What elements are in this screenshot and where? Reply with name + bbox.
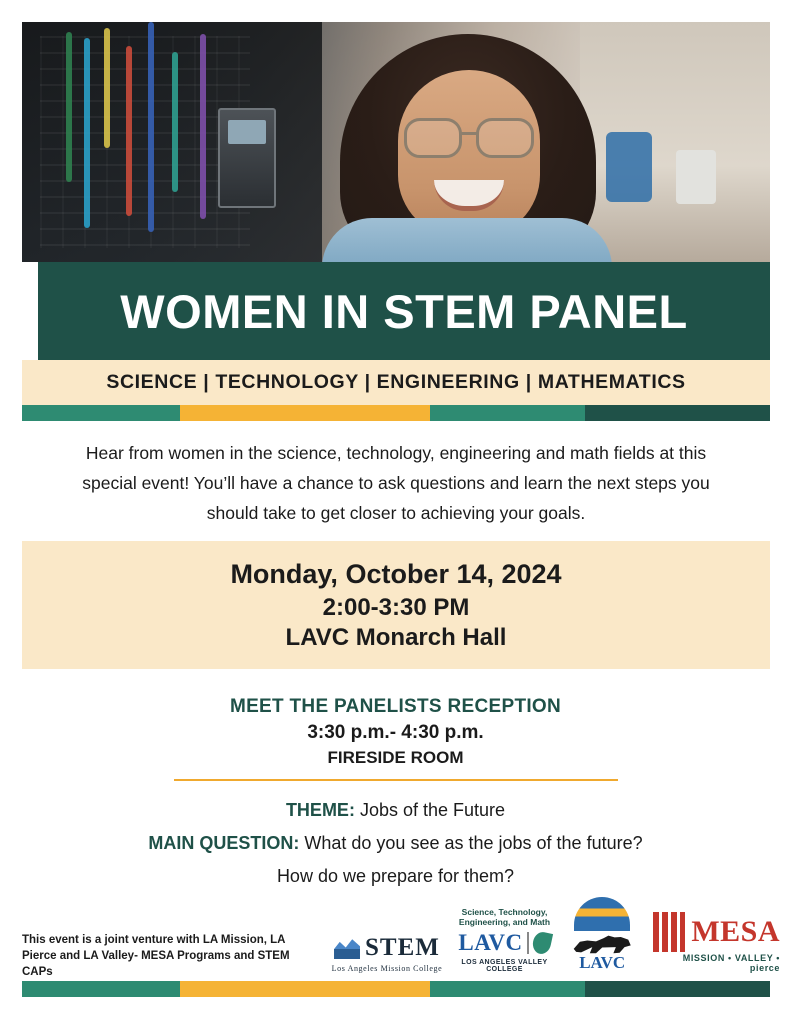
cable-blue — [84, 38, 90, 228]
event-location: LAVC Monarch Hall — [285, 623, 507, 651]
theme-value: Jobs of the Future — [359, 800, 506, 820]
stripe-bottom-segment-green-left — [22, 981, 180, 997]
cable-navy — [148, 22, 154, 232]
stripe-segment-green-right — [430, 405, 585, 421]
footer-note: This event is a joint venture with LA Mission, LA Pierce and LA Valley- MESA Programs and STEM CAPs — [22, 934, 290, 978]
stripe-bottom-segment-dark-green — [585, 981, 770, 997]
logo-lavc-monarch — [565, 897, 639, 973]
lab-equipment-graphic — [22, 22, 322, 262]
measurement-device — [218, 108, 276, 208]
main-question-label: MAIN QUESTION: — [148, 833, 300, 853]
arch-icon — [574, 897, 630, 931]
stripe-bottom-segment-green-right — [430, 981, 585, 997]
monarch-horse-icon — [571, 933, 633, 955]
divider-icon — [527, 932, 529, 954]
stripe-segment-green-left — [22, 405, 180, 421]
student-shirt — [322, 218, 612, 262]
main-question-line2: How do we prepare for them? — [276, 866, 515, 886]
logo-lavc-valley-college — [458, 907, 551, 973]
event-details-block — [22, 541, 770, 669]
mesa-logo-row — [653, 912, 780, 952]
lab-bench-background — [580, 22, 770, 262]
event-time: 2:00-3:30 PM — [322, 593, 470, 621]
eyeglasses-icon — [404, 118, 534, 152]
mesa-bars-icon — [653, 912, 685, 952]
hero-photo — [22, 22, 770, 262]
theme-row — [0, 800, 791, 821]
lavc-sub-text: LOS ANGELES VALLEY COLLEGE — [461, 959, 548, 973]
event-date: Monday, October 14, 2024 — [230, 558, 562, 589]
cable-green — [66, 32, 72, 182]
main-question-row — [0, 833, 791, 854]
mesa-sub-text: MISSION • VALLEY • pierce — [682, 953, 781, 973]
lavc-wordmark: LAVC — [458, 930, 523, 955]
reception-block — [0, 696, 791, 768]
reception-room: FIRESIDE ROOM — [327, 748, 464, 767]
leaf-icon — [531, 930, 553, 955]
page-title: WOMEN IN STEM PANEL — [120, 284, 688, 338]
intro-paragraph: Hear from women in the science, technology, engineering and math fields at this special event! You’ll have a chance to ask questions and learn the next steps you should take to get closer to achieving your goals. — [82, 443, 710, 523]
lavc-logo-row — [458, 930, 551, 956]
stripe-segment-dark-green — [585, 405, 770, 421]
logo-mesa — [653, 912, 780, 973]
stripe-bottom-segment-gold — [180, 981, 430, 997]
mountain-icon — [334, 937, 360, 959]
stem-wordmark: STEM — [365, 934, 440, 961]
color-stripe-bottom — [22, 981, 770, 997]
logo-la-mission-stem — [330, 934, 444, 973]
lens-left — [404, 118, 462, 158]
theme-label: THEME: — [285, 800, 355, 820]
lens-right — [476, 118, 534, 158]
mesa-wordmark: MESA — [691, 915, 781, 948]
partner-logos — [330, 895, 780, 973]
stripe-segment-gold — [180, 405, 430, 421]
lavc-monarch-wordmark: LAVC — [579, 953, 626, 972]
subtitle-banner — [22, 360, 770, 405]
stem-logo-row — [330, 934, 444, 962]
section-divider — [174, 779, 618, 781]
reception-title: MEET THE PANELISTS RECEPTION — [229, 696, 562, 717]
subtitle-text: SCIENCE | TECHNOLOGY | ENGINEERING | MATHEMATICS — [106, 371, 686, 393]
theme-block — [0, 800, 791, 887]
title-banner — [38, 262, 770, 360]
main-question-value: What do you see as the jobs of the future? — [304, 833, 643, 853]
reception-time: 3:30 p.m.- 4:30 p.m. — [307, 722, 484, 743]
stem-sub-text: Los Angeles Mission College — [331, 964, 443, 973]
cable-teal — [172, 52, 178, 192]
cable-red — [126, 46, 132, 216]
color-stripe-top — [22, 405, 770, 421]
cable-purple — [200, 34, 206, 219]
lavc-tagline: Science, Technology, Engineering, and Math — [458, 907, 551, 927]
cable-yellow — [104, 28, 110, 148]
